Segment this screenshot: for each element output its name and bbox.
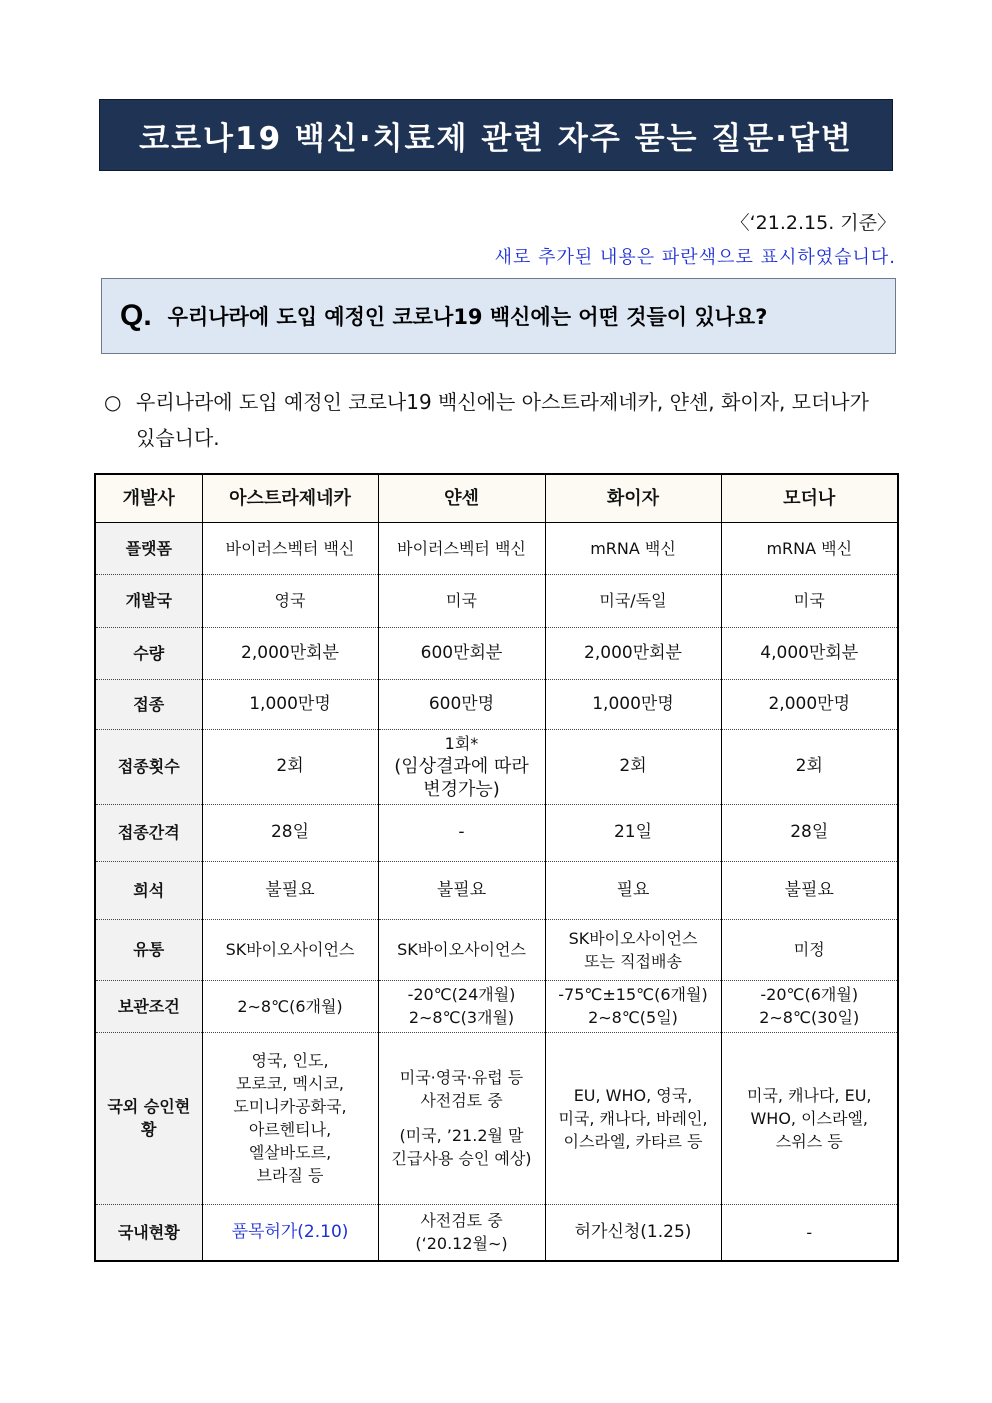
cell-line: 영국, 인도, [251, 1051, 329, 1070]
table-cell [378, 1204, 545, 1261]
table-cell: 1,000만명 [202, 679, 378, 729]
table-row [95, 980, 898, 1032]
cell-line: 사전검토 중 [420, 1211, 503, 1231]
table-cell: SK바이오사이언스 [202, 919, 378, 980]
table-cell [378, 980, 545, 1032]
header-astrazeneca: 아스트라제네카 [202, 474, 378, 522]
table-cell: 필요 [545, 861, 721, 919]
table-cell: 2∼8℃(6개월) [202, 980, 378, 1032]
table-cell: 불필요 [378, 861, 545, 919]
table-cell: 21일 [545, 804, 721, 861]
table-row [95, 627, 898, 679]
cell-line: 모로코, 멕시코, [236, 1074, 344, 1093]
cell-line: 미국, 캐나다, 바레인, [558, 1108, 708, 1128]
table-row [95, 574, 898, 627]
table-cell: 바이러스벡터 백신 [378, 522, 545, 574]
page-title: 코로나19 백신·치료제 관련 자주 묻는 질문·답변 [139, 120, 853, 157]
cell-line: 변경가능) [423, 779, 500, 800]
cell-line: (미국, ’21.2월 말 [399, 1126, 524, 1145]
table-cell: 1,000만명 [545, 679, 721, 729]
table-row [95, 804, 898, 861]
cell-line: 1회* [444, 734, 479, 753]
header-moderna: 모더나 [721, 474, 898, 522]
cell-line: 엘살바도르, [248, 1143, 332, 1162]
table-cell: 품목허가(2.10) [202, 1204, 378, 1261]
table-row [95, 679, 898, 729]
table-cell: 미국 [721, 574, 898, 627]
table-cell [721, 1032, 898, 1204]
table-row [95, 1032, 898, 1204]
row-label-interval: 접종간격 [95, 804, 202, 861]
question-text: 우리나라에 도입 예정인 코로나19 백신에는 어떤 것들이 있나요? [167, 305, 768, 329]
cell-line: 사전검토 중 [420, 1091, 503, 1110]
row-label-quantity: 수량 [95, 627, 202, 679]
cell-line: EU, WHO, 영국, [573, 1085, 693, 1105]
table-cell: 바이러스벡터 백신 [202, 522, 378, 574]
question-mark: Q. [120, 299, 152, 332]
row-label-storage: 보관조건 [95, 980, 202, 1032]
table-cell: 불필요 [721, 861, 898, 919]
cell-line: 또는 직접배송 [584, 951, 682, 971]
table-row [95, 522, 898, 574]
table-cell [378, 729, 545, 804]
row-label-domestic: 국내현황 [95, 1204, 202, 1261]
cell-line: SK바이오사이언스 [568, 928, 698, 948]
table-cell: 영국 [202, 574, 378, 627]
cell-line: 미국·영국·유럽 등 [399, 1068, 524, 1087]
table-cell [378, 1032, 545, 1204]
table-row [95, 1204, 898, 1261]
table-cell [545, 919, 721, 980]
answer-line-1: 우리나라에 도입 예정인 코로나19 백신에는 아스트라제네카, 얀센, 화이자, 모더나가 [136, 390, 869, 414]
table-cell [202, 1032, 378, 1204]
table-cell [545, 980, 721, 1032]
table-cell [721, 980, 898, 1032]
cell-line: 긴급사용 승인 예상) [391, 1149, 532, 1168]
table-header-row [95, 474, 898, 522]
header-developer: 개발사 [95, 474, 202, 522]
answer-paragraph [104, 384, 898, 456]
table-row [95, 919, 898, 980]
cell-line: WHO, 이스라엘, [750, 1108, 869, 1128]
cell-line: 2∼8℃(30일) [759, 1008, 860, 1027]
header-janssen: 얀센 [378, 474, 545, 522]
answer-line-2: 있습니다. [136, 426, 220, 450]
vaccine-comparison-table [94, 473, 899, 1262]
table-row [95, 729, 898, 804]
cell-line: 아르헨티나, [248, 1120, 332, 1139]
cell-line: 미국, 캐나다, EU, [746, 1085, 872, 1105]
cell-line: 브라질 등 [256, 1166, 324, 1185]
table-cell: 2,000만명 [721, 679, 898, 729]
row-label-dilution: 희석 [95, 861, 202, 919]
row-label-distribution: 유통 [95, 919, 202, 980]
row-label-foreign-approval: 국외 승인현황 [95, 1032, 202, 1204]
row-label-country: 개발국 [95, 574, 202, 627]
question-box [101, 278, 896, 354]
cell-line: -75℃±15℃(6개월) [558, 985, 708, 1004]
cell-line: 스위스 등 [775, 1131, 843, 1151]
row-label-platform: 플랫폼 [95, 522, 202, 574]
cell-gap [383, 1112, 541, 1124]
cell-line: 도미니카공화국, [233, 1097, 347, 1116]
table-cell: 미국/독일 [545, 574, 721, 627]
cell-line: -20℃(24개월) [407, 985, 516, 1004]
new-content-notice: 새로 추가된 내용은 파란색으로 표시하였습니다. [494, 247, 896, 268]
table-cell [545, 1032, 721, 1204]
table-cell: 미정 [721, 919, 898, 980]
table-cell: 2회 [202, 729, 378, 804]
cell-line: 2∼8℃(3개월) [408, 1008, 515, 1027]
table-cell: mRNA 백신 [721, 522, 898, 574]
page-title-banner [99, 99, 893, 171]
table-cell: 600만명 [378, 679, 545, 729]
table-cell: 4,000만회분 [721, 627, 898, 679]
table-cell: 미국 [378, 574, 545, 627]
row-label-doses: 접종횟수 [95, 729, 202, 804]
cell-line: 이스라엘, 카타르 등 [563, 1131, 703, 1151]
cell-line: (임상결과에 따라 [394, 756, 529, 777]
table-row [95, 861, 898, 919]
table-cell: - [378, 804, 545, 861]
table-cell: 28일 [202, 804, 378, 861]
table-cell: - [721, 1204, 898, 1261]
table-cell: 2회 [545, 729, 721, 804]
circle-bullet-icon: ○ [104, 390, 122, 414]
table-cell: 28일 [721, 804, 898, 861]
row-label-vaccination: 접종 [95, 679, 202, 729]
table-cell: mRNA 백신 [545, 522, 721, 574]
table-cell: 2,000만회분 [545, 627, 721, 679]
table-cell: 불필요 [202, 861, 378, 919]
basis-date: 〈‘21.2.15. 기준〉 [730, 212, 896, 234]
table-cell: 2,000만회분 [202, 627, 378, 679]
cell-line: -20℃(6개월) [760, 985, 859, 1004]
header-pfizer: 화이자 [545, 474, 721, 522]
table-cell: SK바이오사이언스 [378, 919, 545, 980]
table-cell: 2회 [721, 729, 898, 804]
table-cell: 허가신청(1.25) [545, 1204, 721, 1261]
cell-line: (‘20.12월∼) [415, 1234, 508, 1254]
cell-line: 2∼8℃(5일) [588, 1008, 678, 1027]
table-cell: 600만회분 [378, 627, 545, 679]
